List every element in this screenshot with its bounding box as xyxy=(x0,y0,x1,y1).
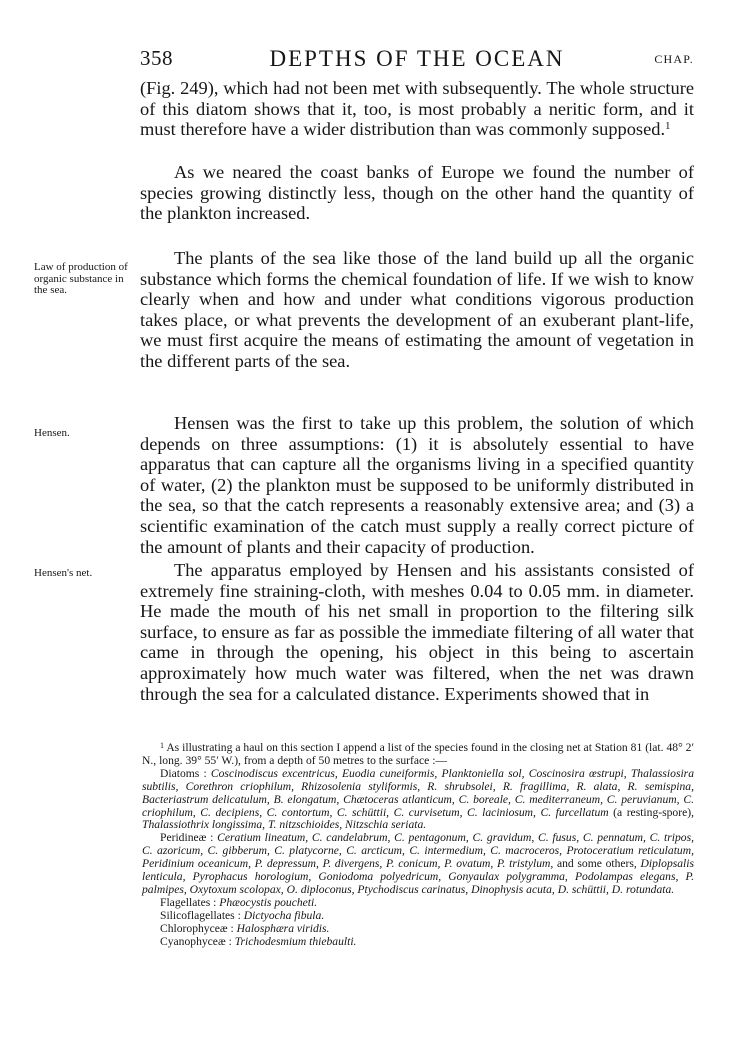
diatoms-list: Coscinodiscus excentricus, Euodia cuneiformis, Planktoniella sol, Coscinosira œstrupi, Thalassiosira subtilis, Corethron criophilum, Rhizosolenia styliformis, R. shrubsolei, R. fragillima, R. alata, R. semispina, Bacteriastrum delicatulum, B. elongatum, Chætoceras atlanticum, C. boreale, C. mediterraneum, C. peruvianum, C. criophilum, C. decipiens, C. contortum, C. schüttii, C. curvisetum, C. laciniosum, C. furcellatum xyxy=(142,766,694,819)
paragraph-plants-of-sea-text: The plants of the sea like those of the land build up all the organic substance which forms the chemical foundation of life. If we wish to know clearly when and how and under what conditions vigorous production takes place, or what prevents the development of an exuberant plant-life, we must first acquire the means of estimating the amount of vegetation in the different parts of the sea. xyxy=(140,248,694,371)
margin-note-hensens-net: Hensen's net. xyxy=(34,567,93,579)
paragraph-diatom xyxy=(140,78,694,140)
running-header xyxy=(140,46,694,74)
diatoms-tail: Thalassiothrix longissima, T. nitzschioides, Nitzschia seriata. xyxy=(142,818,427,832)
footnote-silicoflagellates: Silicoflagellates : Dictyocha fibula. xyxy=(160,908,325,922)
paragraph-hensen-assumptions xyxy=(140,413,694,557)
footnote-flagellates: Flagellates : Phæocystis poucheti. xyxy=(160,895,318,909)
paragraph-plants-of-sea xyxy=(140,248,694,372)
footnote-marker: 1 xyxy=(160,741,164,750)
page-number: 358 xyxy=(140,46,173,70)
footnote-cyanophyceae: Cyanophyceæ : Trichodesmium thiebaulti. xyxy=(160,934,357,948)
diatoms-label: Diatoms : xyxy=(160,766,207,780)
footnote-reference[interactable]: 1 xyxy=(665,120,671,133)
footnote-intro: $^1$ As illustrating a haul on this section I append a list of the species found in the closing net at Station 81 (lat. 48° 2′ N., long. 39° 55′ W.), from a depth of 50 metres to the surface :— xyxy=(142,741,694,767)
peridineae-list: Ceratium lineatum, C. candelabrum, C. pentagonum, C. gravidum, C. fusus, C. pennatum, C. tripos, C. azoricum, C. gibberum, C. platycorne, C. arcticum, C. intermedium, C. macroceros, Protoceratium reticulatum, Peridinium oceanicum, P. depressum, P. divergens, P. conicum, P. ovatum, P. tristylum, xyxy=(142,831,694,871)
paragraph-coast-banks-text: As we neared the coast banks of Europe we found the number of species growing distinctly less, though on the other hand the quantity of the plankton increased. xyxy=(140,162,694,224)
footnote-peridineae xyxy=(142,832,694,897)
footnote-chlorophyceae: Chlorophyceæ : Halosphæra viridis. xyxy=(160,921,330,935)
paragraph-hensen-assumptions-text: Hensen was the first to take up this problem, the solution of which depends on three assumptions: (1) it is absolutely essential to have apparatus that can capture all the organisms living in a specified quantity of water, (2) the plankton must be supposed to be uniformly distributed in the sea, so that the catch represents a reasonably extensive area; and (3) a scientific examination of the catch must supply a really correct picture of the amount of plants and their capacity of production. xyxy=(140,413,694,557)
chapter-abbrev: CHAP. xyxy=(654,52,694,66)
peridineae-label: Peridineæ : xyxy=(160,831,214,845)
margin-note-hensen: Hensen. xyxy=(34,427,70,439)
paragraph-hensen-net xyxy=(140,560,694,704)
footnote-diatoms xyxy=(142,768,694,833)
margin-note-law-of-production: Law of production of organic substance in the sea. xyxy=(34,261,128,297)
peridineae-tail: Diplopsalis lenticula, Pyrophacus horologium, Goniodoma polyedricum, Gonyaulax polygramma, Podolampas elegans, P. palmipes, Oxytoxum scolopax, O. diploconus, Ptychodiscus carinatus, Dinophysis acuta, D. schüttii, D. rotundata. xyxy=(142,857,694,896)
peridineae-mid: and some others, xyxy=(556,857,637,871)
paragraph-hensen-net-text: The apparatus employed by Hensen and his assistants consisted of extremely fine straining-cloth, with meshes 0.04 to 0.05 mm. in diameter. He made the mouth of his net small in proportion to the filtering silk surface, to ensure as far as possible the immediate filtering of all water that came in through the opening, his object in this being to ascertain approximately how much water was filtered, when the net was drawn through the sea for a calculated distance. Experiments showed that in xyxy=(140,560,694,704)
footnote xyxy=(142,742,694,949)
running-title: DEPTHS OF THE OCEAN xyxy=(269,46,565,71)
paragraph-coast-banks xyxy=(140,162,694,224)
paragraph-diatom-text: (Fig. 249), which had not been met with subsequently. The whole structure of this diatom shows that it, too, is most probably a neritic form, and it must therefore have a wider distribution than was commonly supposed. xyxy=(140,78,694,140)
diatoms-resting-spore: (a resting-spore), xyxy=(613,805,694,819)
